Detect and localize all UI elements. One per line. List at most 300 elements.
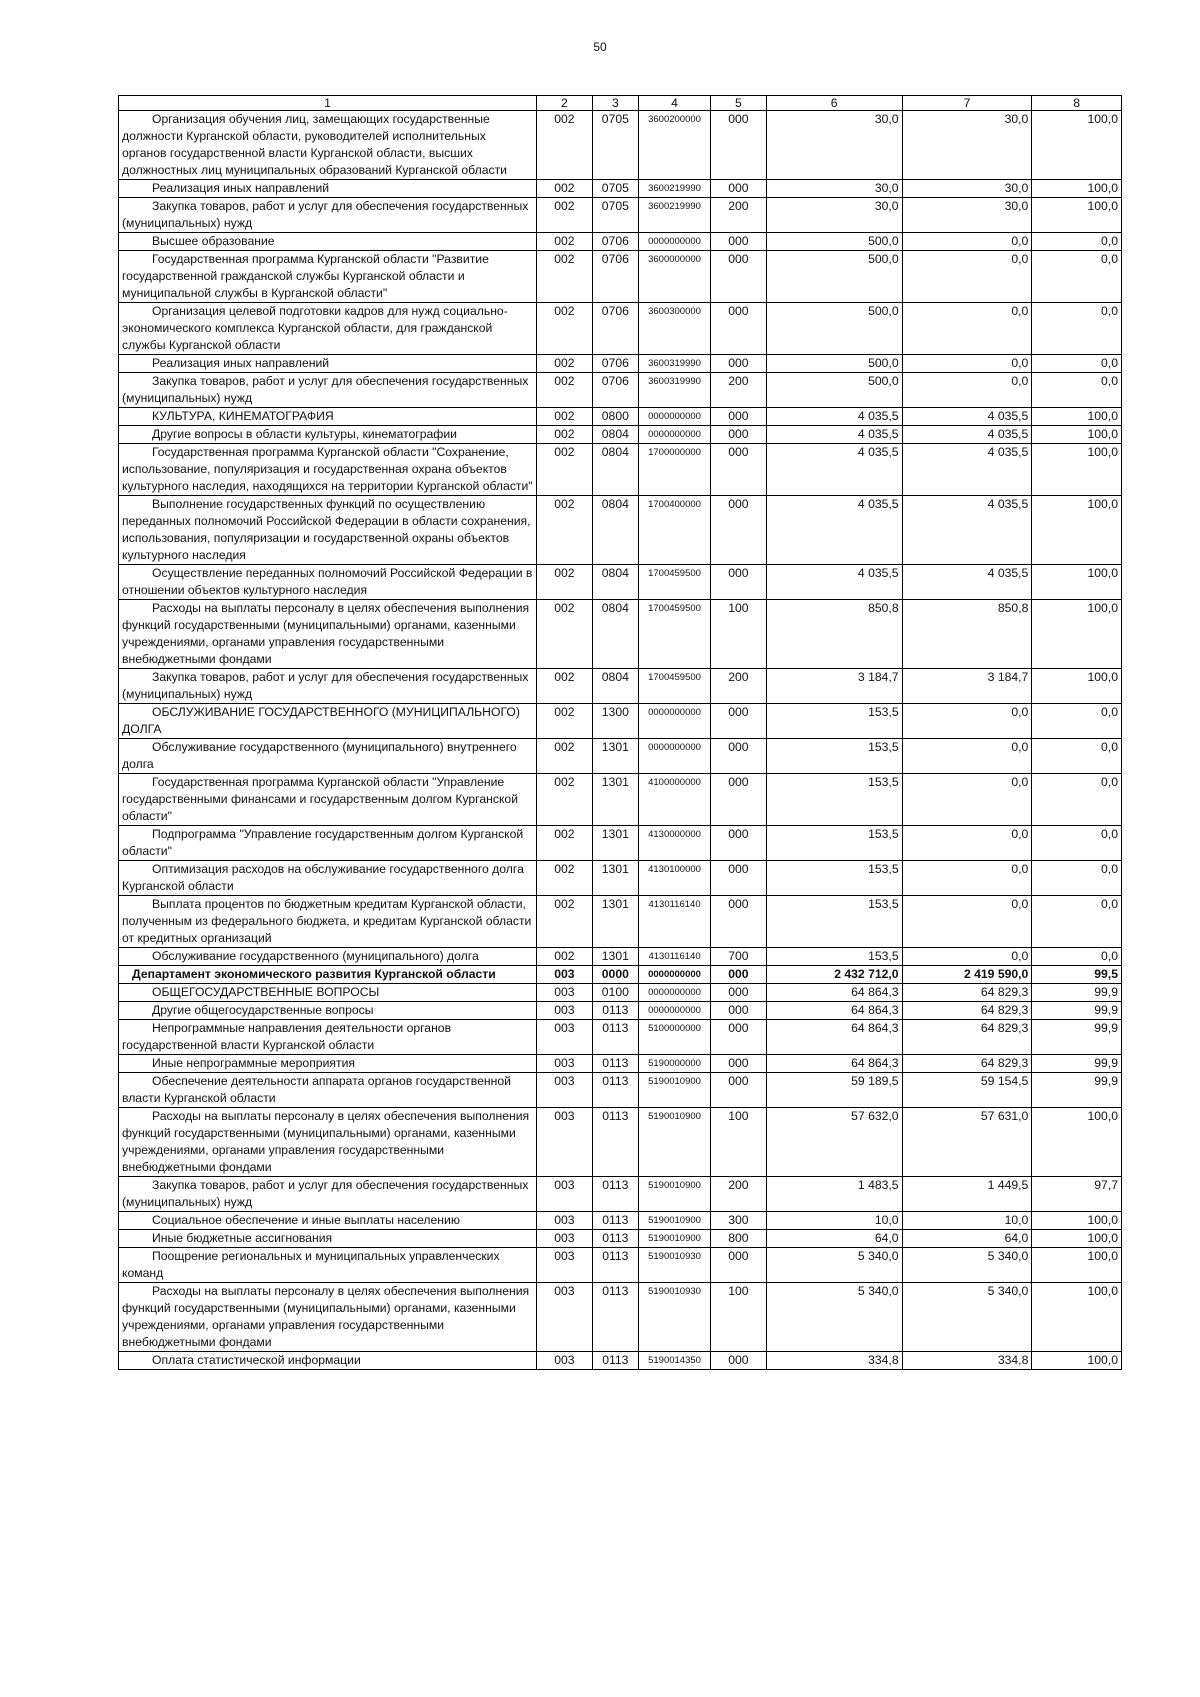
row-expense-type: 000 [711, 1352, 767, 1370]
row-percent: 0,0 [1032, 774, 1122, 826]
row-actual-amount: 0,0 [902, 303, 1032, 355]
row-percent: 0,0 [1032, 826, 1122, 861]
row-section-code: 0804 [592, 444, 638, 496]
row-section-code: 1301 [592, 948, 638, 966]
row-expense-type: 000 [711, 251, 767, 303]
row-ministry-code: 002 [537, 496, 593, 565]
row-section-code: 0113 [592, 1177, 638, 1212]
row-actual-amount: 4 035,5 [902, 426, 1032, 444]
row-planned-amount: 5 340,0 [766, 1283, 902, 1352]
row-percent: 100,0 [1032, 1108, 1122, 1177]
row-target-code: 0000000000 [639, 966, 711, 984]
row-target-code: 4100000000 [639, 774, 711, 826]
row-expense-type: 200 [711, 669, 767, 704]
row-ministry-code: 003 [537, 966, 593, 984]
row-name: Оптимизация расходов на обслуживание государственного долга Курганской области [119, 861, 537, 896]
row-percent: 100,0 [1032, 111, 1122, 180]
row-percent: 0,0 [1032, 355, 1122, 373]
row-planned-amount: 30,0 [766, 180, 902, 198]
row-name: Расходы на выплаты персоналу в целях обеспечения выполнения функций государственными (муниципальными) органами, казенными учреждениями, органами управления государственными внебюджетными фондами [119, 600, 537, 669]
row-section-code: 0113 [592, 1020, 638, 1055]
row-target-code: 0000000000 [639, 408, 711, 426]
row-expense-type: 000 [711, 426, 767, 444]
table-row [119, 373, 1122, 408]
row-percent: 100,0 [1032, 1248, 1122, 1283]
row-expense-type: 700 [711, 948, 767, 966]
table-row [119, 1283, 1122, 1352]
row-planned-amount: 59 189,5 [766, 1073, 902, 1108]
table-row [119, 861, 1122, 896]
row-ministry-code: 002 [537, 896, 593, 948]
row-target-code: 0000000000 [639, 426, 711, 444]
row-actual-amount: 30,0 [902, 180, 1032, 198]
row-expense-type: 000 [711, 1055, 767, 1073]
row-percent: 100,0 [1032, 408, 1122, 426]
row-expense-type: 200 [711, 198, 767, 233]
row-ministry-code: 003 [537, 1212, 593, 1230]
row-target-code: 3600219990 [639, 180, 711, 198]
row-name: Выплата процентов по бюджетным кредитам Курганской области, полученным из федерального бюджета, и кредитам Курганской области от кредитных организаций [119, 896, 537, 948]
row-ministry-code: 002 [537, 373, 593, 408]
row-section-code: 0804 [592, 496, 638, 565]
row-planned-amount: 500,0 [766, 373, 902, 408]
row-planned-amount: 500,0 [766, 355, 902, 373]
row-name: Другие общегосударственные вопросы [119, 1002, 537, 1020]
row-planned-amount: 153,5 [766, 739, 902, 774]
row-section-code: 0113 [592, 1212, 638, 1230]
row-target-code: 3600219990 [639, 198, 711, 233]
row-section-code: 0000 [592, 966, 638, 984]
row-actual-amount: 4 035,5 [902, 444, 1032, 496]
row-percent: 99,9 [1032, 1073, 1122, 1108]
row-ministry-code: 002 [537, 355, 593, 373]
table-row [119, 426, 1122, 444]
row-target-code: 5190014350 [639, 1352, 711, 1370]
row-expense-type: 100 [711, 1283, 767, 1352]
column-header: 4 [639, 96, 711, 111]
row-name: Закупка товаров, работ и услуг для обеспечения государственных (муниципальных) нужд [119, 198, 537, 233]
row-percent: 0,0 [1032, 896, 1122, 948]
row-actual-amount: 0,0 [902, 896, 1032, 948]
row-ministry-code: 002 [537, 739, 593, 774]
row-percent: 99,9 [1032, 984, 1122, 1002]
row-name: Иные непрограммные мероприятия [119, 1055, 537, 1073]
row-target-code: 0000000000 [639, 1002, 711, 1020]
row-expense-type: 000 [711, 180, 767, 198]
row-target-code: 3600319990 [639, 355, 711, 373]
row-planned-amount: 4 035,5 [766, 444, 902, 496]
row-section-code: 1301 [592, 774, 638, 826]
row-actual-amount: 850,8 [902, 600, 1032, 669]
row-percent: 100,0 [1032, 496, 1122, 565]
row-percent: 99,5 [1032, 966, 1122, 984]
row-name: ОБСЛУЖИВАНИЕ ГОСУДАРСТВЕННОГО (МУНИЦИПАЛЬНОГО) ДОЛГА [119, 704, 537, 739]
row-planned-amount: 30,0 [766, 111, 902, 180]
row-expense-type: 000 [711, 966, 767, 984]
row-name: Реализация иных направлений [119, 180, 537, 198]
row-actual-amount: 0,0 [902, 251, 1032, 303]
column-header: 6 [766, 96, 902, 111]
row-ministry-code: 003 [537, 1002, 593, 1020]
row-actual-amount: 10,0 [902, 1212, 1032, 1230]
row-expense-type: 000 [711, 984, 767, 1002]
row-ministry-code: 003 [537, 1352, 593, 1370]
row-name: Закупка товаров, работ и услуг для обеспечения государственных (муниципальных) нужд [119, 669, 537, 704]
row-actual-amount: 0,0 [902, 355, 1032, 373]
row-section-code: 0113 [592, 1248, 638, 1283]
row-ministry-code: 002 [537, 600, 593, 669]
row-planned-amount: 64 864,3 [766, 1055, 902, 1073]
row-ministry-code: 002 [537, 861, 593, 896]
row-target-code: 5190010900 [639, 1230, 711, 1248]
row-planned-amount: 500,0 [766, 233, 902, 251]
row-percent: 100,0 [1032, 565, 1122, 600]
row-expense-type: 000 [711, 774, 767, 826]
row-percent: 99,9 [1032, 1020, 1122, 1055]
row-name: КУЛЬТУРА, КИНЕМАТОГРАФИЯ [119, 408, 537, 426]
row-percent: 0,0 [1032, 739, 1122, 774]
row-target-code: 3600000000 [639, 251, 711, 303]
row-ministry-code: 002 [537, 251, 593, 303]
row-planned-amount: 500,0 [766, 251, 902, 303]
row-percent: 99,9 [1032, 1055, 1122, 1073]
row-section-code: 0113 [592, 1283, 638, 1352]
table-row [119, 826, 1122, 861]
row-expense-type: 000 [711, 303, 767, 355]
row-planned-amount: 153,5 [766, 861, 902, 896]
table-row [119, 966, 1122, 984]
row-section-code: 0113 [592, 1073, 638, 1108]
row-section-code: 1301 [592, 896, 638, 948]
table-row [119, 984, 1122, 1002]
row-actual-amount: 30,0 [902, 111, 1032, 180]
row-actual-amount: 0,0 [902, 861, 1032, 896]
row-section-code: 0804 [592, 600, 638, 669]
row-section-code: 0705 [592, 180, 638, 198]
row-target-code: 5190010900 [639, 1177, 711, 1212]
table-row [119, 233, 1122, 251]
table-row [119, 739, 1122, 774]
row-expense-type: 000 [711, 233, 767, 251]
row-target-code: 1700000000 [639, 444, 711, 496]
row-name: Закупка товаров, работ и услуг для обеспечения государственных (муниципальных) нужд [119, 1177, 537, 1212]
row-planned-amount: 3 184,7 [766, 669, 902, 704]
row-ministry-code: 002 [537, 704, 593, 739]
row-percent: 100,0 [1032, 1283, 1122, 1352]
row-actual-amount: 59 154,5 [902, 1073, 1032, 1108]
row-ministry-code: 003 [537, 1248, 593, 1283]
row-actual-amount: 3 184,7 [902, 669, 1032, 704]
row-planned-amount: 153,5 [766, 826, 902, 861]
row-expense-type: 000 [711, 408, 767, 426]
row-target-code: 5190010930 [639, 1248, 711, 1283]
row-ministry-code: 003 [537, 1073, 593, 1108]
row-name: Другие вопросы в области культуры, кинематографии [119, 426, 537, 444]
row-planned-amount: 30,0 [766, 198, 902, 233]
table-row [119, 1352, 1122, 1370]
row-actual-amount: 64 829,3 [902, 984, 1032, 1002]
row-expense-type: 000 [711, 496, 767, 565]
row-name: Организация целевой подготовки кадров для нужд социально-экономического комплекса Курганской области, для гражданской службы Курганской области [119, 303, 537, 355]
row-target-code: 1700459500 [639, 669, 711, 704]
row-name: Департамент экономического развития Курганской области [119, 966, 537, 984]
row-expense-type: 000 [711, 111, 767, 180]
row-expense-type: 300 [711, 1212, 767, 1230]
table-row [119, 896, 1122, 948]
row-percent: 0,0 [1032, 251, 1122, 303]
row-ministry-code: 002 [537, 826, 593, 861]
row-percent: 0,0 [1032, 303, 1122, 355]
row-name: Осуществление переданных полномочий Российской Федерации в отношении объектов культурного наследия [119, 565, 537, 600]
row-name: Государственная программа Курганской области "Развитие государственной гражданской службы Курганской области и муниципальной службы в Курганской области" [119, 251, 537, 303]
row-section-code: 0705 [592, 111, 638, 180]
row-expense-type: 000 [711, 565, 767, 600]
row-ministry-code: 002 [537, 426, 593, 444]
table-row [119, 251, 1122, 303]
row-name: Обеспечение деятельности аппарата органов государственной власти Курганской области [119, 1073, 537, 1108]
row-expense-type: 200 [711, 1177, 767, 1212]
table-row [119, 1177, 1122, 1212]
row-target-code: 4130116140 [639, 896, 711, 948]
row-target-code: 1700400000 [639, 496, 711, 565]
row-expense-type: 000 [711, 1002, 767, 1020]
row-actual-amount: 4 035,5 [902, 408, 1032, 426]
row-actual-amount: 64 829,3 [902, 1020, 1032, 1055]
row-ministry-code: 002 [537, 198, 593, 233]
row-expense-type: 000 [711, 444, 767, 496]
row-name: Реализация иных направлений [119, 355, 537, 373]
row-name: Подпрограмма "Управление государственным долгом Курганской области" [119, 826, 537, 861]
row-section-code: 0705 [592, 198, 638, 233]
row-percent: 100,0 [1032, 1230, 1122, 1248]
row-name: Социальное обеспечение и иные выплаты населению [119, 1212, 537, 1230]
table-row [119, 1073, 1122, 1108]
row-ministry-code: 003 [537, 1177, 593, 1212]
row-actual-amount: 0,0 [902, 704, 1032, 739]
row-section-code: 0706 [592, 373, 638, 408]
row-percent: 97,7 [1032, 1177, 1122, 1212]
row-planned-amount: 10,0 [766, 1212, 902, 1230]
table-row [119, 1212, 1122, 1230]
row-target-code: 1700459500 [639, 600, 711, 669]
row-actual-amount: 0,0 [902, 948, 1032, 966]
row-name: Обслуживание государственного (муниципального) внутреннего долга [119, 739, 537, 774]
table-row [119, 355, 1122, 373]
table-row [119, 565, 1122, 600]
row-section-code: 0706 [592, 251, 638, 303]
row-percent: 0,0 [1032, 233, 1122, 251]
row-actual-amount: 0,0 [902, 826, 1032, 861]
row-actual-amount: 1 449,5 [902, 1177, 1032, 1212]
row-name: Закупка товаров, работ и услуг для обеспечения государственных (муниципальных) нужд [119, 373, 537, 408]
row-target-code: 5100000000 [639, 1020, 711, 1055]
row-name: Государственная программа Курганской области "Управление государственными финансами и государственным долгом Курганской области" [119, 774, 537, 826]
row-name: Непрограммные направления деятельности органов государственной власти Курганской области [119, 1020, 537, 1055]
row-percent: 100,0 [1032, 426, 1122, 444]
row-name: Оплата статистической информации [119, 1352, 537, 1370]
row-planned-amount: 1 483,5 [766, 1177, 902, 1212]
row-expense-type: 000 [711, 861, 767, 896]
row-target-code: 0000000000 [639, 233, 711, 251]
row-section-code: 0113 [592, 1352, 638, 1370]
header-row [119, 96, 1122, 111]
row-actual-amount: 4 035,5 [902, 565, 1032, 600]
row-planned-amount: 4 035,5 [766, 496, 902, 565]
row-section-code: 0706 [592, 355, 638, 373]
row-ministry-code: 002 [537, 774, 593, 826]
table-row [119, 1230, 1122, 1248]
row-planned-amount: 64 864,3 [766, 1020, 902, 1055]
row-section-code: 0706 [592, 233, 638, 251]
table-row [119, 1020, 1122, 1055]
row-ministry-code: 002 [537, 180, 593, 198]
row-actual-amount: 64 829,3 [902, 1002, 1032, 1020]
row-target-code: 0000000000 [639, 704, 711, 739]
table-row [119, 948, 1122, 966]
row-percent: 100,0 [1032, 1352, 1122, 1370]
row-planned-amount: 4 035,5 [766, 408, 902, 426]
row-percent: 0,0 [1032, 373, 1122, 408]
row-actual-amount: 30,0 [902, 198, 1032, 233]
table-row [119, 1055, 1122, 1073]
column-header: 1 [119, 96, 537, 111]
table-row [119, 180, 1122, 198]
row-section-code: 0804 [592, 565, 638, 600]
row-expense-type: 000 [711, 1020, 767, 1055]
row-percent: 100,0 [1032, 600, 1122, 669]
row-expense-type: 100 [711, 1108, 767, 1177]
row-section-code: 0804 [592, 669, 638, 704]
row-actual-amount: 64,0 [902, 1230, 1032, 1248]
row-target-code: 5190010930 [639, 1283, 711, 1352]
table-body [119, 96, 1122, 1370]
row-actual-amount: 0,0 [902, 233, 1032, 251]
row-percent: 100,0 [1032, 444, 1122, 496]
row-actual-amount: 334,8 [902, 1352, 1032, 1370]
row-target-code: 3600319990 [639, 373, 711, 408]
table-row [119, 1248, 1122, 1283]
row-section-code: 0113 [592, 1230, 638, 1248]
row-ministry-code: 003 [537, 1055, 593, 1073]
row-expense-type: 800 [711, 1230, 767, 1248]
row-name: Расходы на выплаты персоналу в целях обеспечения выполнения функций государственными (муниципальными) органами, казенными учреждениями, органами управления государственными внебюджетными фондами [119, 1283, 537, 1352]
row-section-code: 0113 [592, 1108, 638, 1177]
row-percent: 0,0 [1032, 861, 1122, 896]
table-row [119, 600, 1122, 669]
row-target-code: 0000000000 [639, 739, 711, 774]
row-ministry-code: 002 [537, 444, 593, 496]
row-percent: 100,0 [1032, 180, 1122, 198]
row-name: Поощрение региональных и муниципальных управленческих команд [119, 1248, 537, 1283]
page-number: 50 [593, 40, 607, 54]
row-name: ОБЩЕГОСУДАРСТВЕННЫЕ ВОПРОСЫ [119, 984, 537, 1002]
row-expense-type: 100 [711, 600, 767, 669]
row-actual-amount: 0,0 [902, 739, 1032, 774]
row-section-code: 0113 [592, 1055, 638, 1073]
row-ministry-code: 002 [537, 111, 593, 180]
row-target-code: 5190000000 [639, 1055, 711, 1073]
row-percent: 99,9 [1032, 1002, 1122, 1020]
table-row [119, 303, 1122, 355]
row-actual-amount: 0,0 [902, 774, 1032, 826]
column-header: 8 [1032, 96, 1122, 111]
row-ministry-code: 002 [537, 408, 593, 426]
row-name: Иные бюджетные ассигнования [119, 1230, 537, 1248]
table-row [119, 774, 1122, 826]
row-name: Расходы на выплаты персоналу в целях обеспечения выполнения функций государственными (муниципальными) органами, казенными учреждениями, органами управления государственными внебюджетными фондами [119, 1108, 537, 1177]
row-ministry-code: 003 [537, 1230, 593, 1248]
row-section-code: 0113 [592, 1002, 638, 1020]
row-ministry-code: 003 [537, 984, 593, 1002]
row-target-code: 5190010900 [639, 1108, 711, 1177]
row-planned-amount: 5 340,0 [766, 1248, 902, 1283]
row-expense-type: 000 [711, 1248, 767, 1283]
row-planned-amount: 850,8 [766, 600, 902, 669]
table-row [119, 1002, 1122, 1020]
row-name: Высшее образование [119, 233, 537, 251]
row-section-code: 1301 [592, 861, 638, 896]
row-planned-amount: 64 864,3 [766, 1002, 902, 1020]
row-actual-amount: 2 419 590,0 [902, 966, 1032, 984]
row-actual-amount: 0,0 [902, 373, 1032, 408]
row-name: Государственная программа Курганской области "Сохранение, использование, популяризация и государственная охрана объектов культурного наследия, находящихся на территории Курганской области" [119, 444, 537, 496]
row-ministry-code: 002 [537, 669, 593, 704]
row-name: Организация обучения лиц, замещающих государственные должности Курганской области, руководителей исполнительных органов государственной власти Курганской области, высших должностных лиц муниципальных образований Курганской области [119, 111, 537, 180]
row-actual-amount: 5 340,0 [902, 1283, 1032, 1352]
row-expense-type: 000 [711, 739, 767, 774]
row-section-code: 0706 [592, 303, 638, 355]
row-percent: 100,0 [1032, 669, 1122, 704]
row-ministry-code: 003 [537, 1108, 593, 1177]
row-ministry-code: 002 [537, 948, 593, 966]
row-actual-amount: 64 829,3 [902, 1055, 1032, 1073]
row-expense-type: 000 [711, 355, 767, 373]
table-row [119, 669, 1122, 704]
row-planned-amount: 64 864,3 [766, 984, 902, 1002]
row-section-code: 1301 [592, 739, 638, 774]
row-name: Обслуживание государственного (муниципального) долга [119, 948, 537, 966]
row-planned-amount: 4 035,5 [766, 565, 902, 600]
row-expense-type: 000 [711, 896, 767, 948]
table-row [119, 408, 1122, 426]
row-target-code: 5190010900 [639, 1212, 711, 1230]
row-section-code: 0100 [592, 984, 638, 1002]
row-expense-type: 200 [711, 373, 767, 408]
table-row [119, 496, 1122, 565]
row-planned-amount: 4 035,5 [766, 426, 902, 444]
row-target-code: 4130100000 [639, 861, 711, 896]
row-planned-amount: 57 632,0 [766, 1108, 902, 1177]
row-planned-amount: 153,5 [766, 948, 902, 966]
row-target-code: 4130116140 [639, 948, 711, 966]
row-actual-amount: 4 035,5 [902, 496, 1032, 565]
row-planned-amount: 500,0 [766, 303, 902, 355]
row-actual-amount: 57 631,0 [902, 1108, 1032, 1177]
row-section-code: 1300 [592, 704, 638, 739]
row-section-code: 1301 [592, 826, 638, 861]
row-section-code: 0804 [592, 426, 638, 444]
row-percent: 0,0 [1032, 704, 1122, 739]
row-target-code: 4130000000 [639, 826, 711, 861]
row-target-code: 0000000000 [639, 984, 711, 1002]
row-planned-amount: 153,5 [766, 896, 902, 948]
row-expense-type: 000 [711, 826, 767, 861]
row-expense-type: 000 [711, 1073, 767, 1108]
table-row [119, 1108, 1122, 1177]
column-header: 5 [711, 96, 767, 111]
column-header: 3 [592, 96, 638, 111]
row-planned-amount: 153,5 [766, 704, 902, 739]
